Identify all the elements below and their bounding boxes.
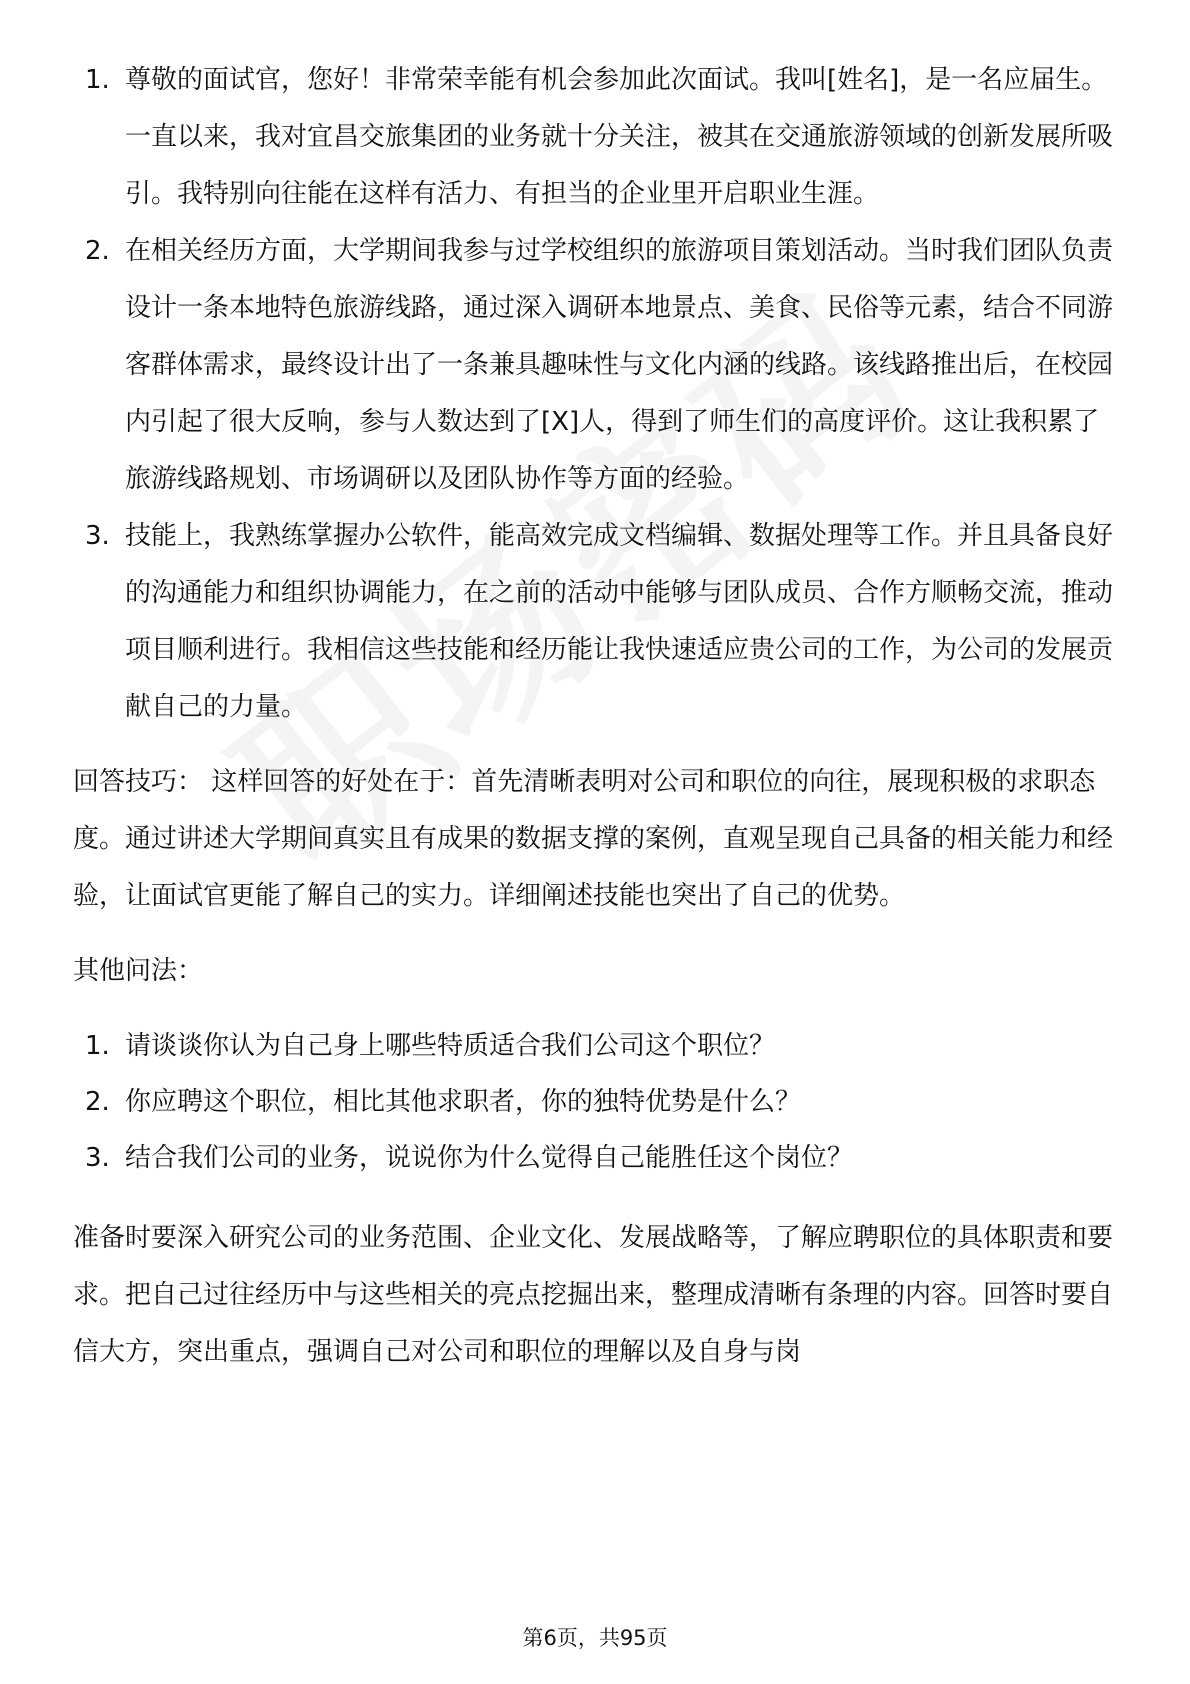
list-number: 3. [85, 1143, 110, 1173]
other-question-2 [73, 1074, 1123, 1130]
document-body [73, 52, 1123, 1381]
list-number: 2. [85, 236, 110, 266]
answer-text: 尊敬的面试官，您好！非常荣幸能有机会参加此次面试。我叫[姓名]，是一名应届生。一直以来，我对宜昌交旅集团的业务就十分关注，被其在交通旅游领域的创新发展所吸引。我特别向往能在这样有活力、有担当的企业里开启职业生涯。 [125, 65, 1114, 209]
answer-list [73, 52, 1123, 736]
answer-item-3 [73, 508, 1123, 736]
list-number: 1. [85, 65, 110, 95]
answer-text: 技能上，我熟练掌握办公软件，能高效完成文档编辑、数据处理等工作。并且具备良好的沟通能力和组织协调能力，在之前的活动中能够与团队成员、合作方顺畅交流，推动项目顺利进行。我相信这些技能和经历能让我快速适应贵公司的工作，为公司的发展贡献自己的力量。 [125, 521, 1114, 722]
other-question-1 [73, 1018, 1123, 1074]
question-text: 你应聘这个职位，相比其他求职者，你的独特优势是什么？ [125, 1087, 802, 1117]
other-questions-heading: 其他问法： [73, 956, 204, 986]
question-text: 请谈谈你认为自己身上哪些特质适合我们公司这个职位？ [125, 1031, 776, 1061]
other-question-3 [73, 1130, 1123, 1186]
list-number: 1. [85, 1031, 110, 1061]
list-number: 2. [85, 1087, 110, 1117]
page-number: 第6页，共95页 [522, 1626, 668, 1650]
question-text: 结合我们公司的业务，说说你为什么觉得自己能胜任这个岗位？ [125, 1143, 854, 1173]
answer-tips: 回答技巧： 这样回答的好处在于：首先清晰表明对公司和职位的向往，展现积极的求职态度。通过讲述大学期间真实且有成果的数据支撑的案例，直观呈现自己具备的相关能力和经验，让面试官更能了解自己的实力。详细阐述技能也突出了自己的优势。 [73, 767, 1114, 911]
preparation-advice: 准备时要深入研究公司的业务范围、企业文化、发展战略等，了解应聘职位的具体职责和要求。把自己过往经历中与这些相关的亮点挖掘出来，整理成清晰有条理的内容。回答时要自信大方，突出重点，强调自己对公司和职位的理解以及自身与岗 [73, 1223, 1114, 1367]
other-questions-list [73, 1018, 1123, 1186]
answer-item-1 [73, 52, 1123, 223]
list-number: 3. [85, 521, 110, 551]
answer-item-2 [73, 223, 1123, 508]
answer-text: 在相关经历方面，大学期间我参与过学校组织的旅游项目策划活动。当时我们团队负责设计一条本地特色旅游线路，通过深入调研本地景点、美食、民俗等元素，结合不同游客群体需求，最终设计出了一条兼具趣味性与文化内涵的线路。该线路推出后，在校园内引起了很大反响，参与人数达到了[X]人，得到了师生们的高度评价。这让我积累了旅游线路规划、市场调研以及团队协作等方面的经验。 [125, 236, 1114, 494]
